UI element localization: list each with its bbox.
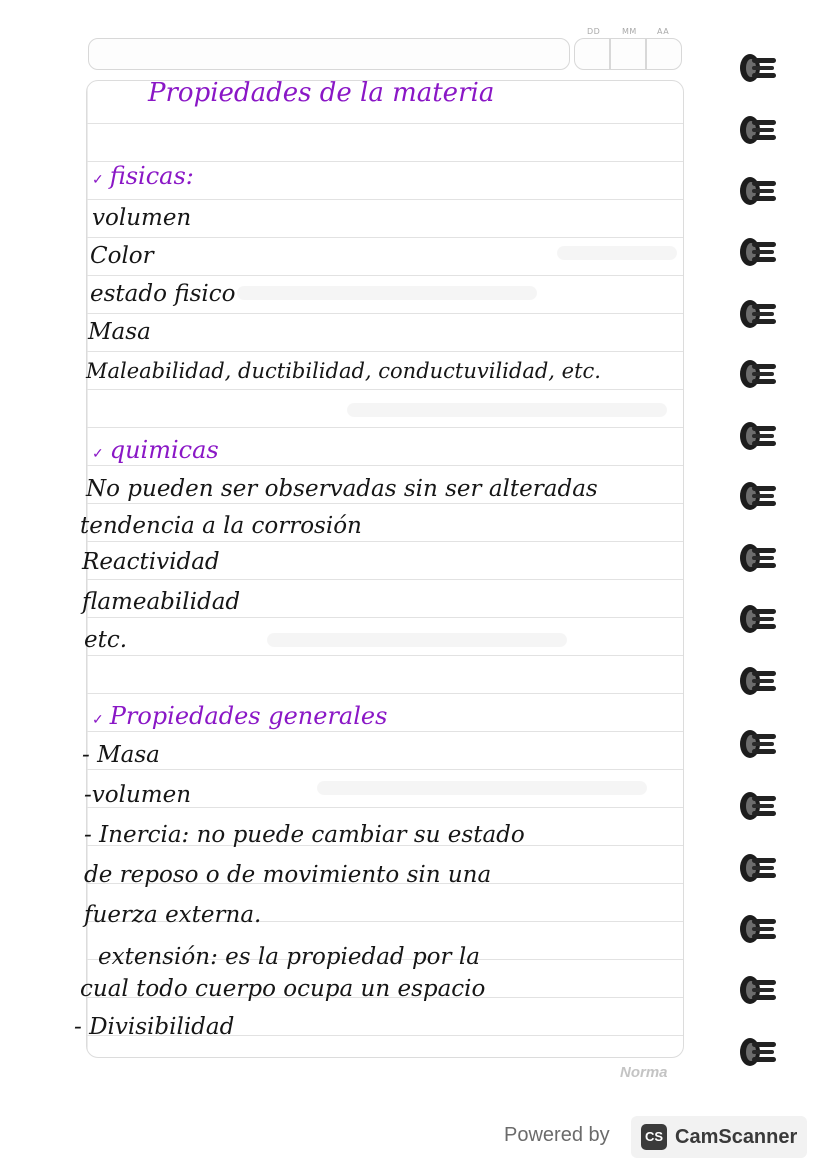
spiral-ring-icon <box>738 728 778 760</box>
spiral-ring-icon <box>738 790 778 822</box>
list-item: flameabilidad <box>82 589 241 615</box>
bleed-through-stroke <box>267 633 567 647</box>
list-item: Reactividad <box>82 549 220 575</box>
spiral-ring-icon <box>738 420 778 452</box>
page-title: Propiedades de la materia <box>148 78 495 108</box>
date-label-year: AA <box>657 27 670 36</box>
date-box-month <box>610 38 646 70</box>
rule-line <box>87 693 683 694</box>
rule-line <box>87 541 683 542</box>
bleed-through-stroke <box>317 781 647 795</box>
spiral-ring-icon <box>738 665 778 697</box>
date-label-day: DD <box>587 27 601 36</box>
spiral-ring-icon <box>738 542 778 574</box>
list-item: etc. <box>84 627 128 653</box>
rule-line <box>87 351 683 352</box>
powered-by-text: Powered by <box>504 1124 610 1146</box>
spiral-ring-icon <box>738 603 778 635</box>
spiral-ring-icon <box>738 298 778 330</box>
notebook-brand-logo: Norma <box>620 1064 668 1081</box>
section-heading-chemical <box>92 436 219 464</box>
spiral-ring-icon <box>738 974 778 1006</box>
list-item: -volumen <box>84 782 192 808</box>
camscanner-logo-icon: CS <box>641 1124 667 1150</box>
rule-line <box>87 313 683 314</box>
rule-line <box>87 237 683 238</box>
spiral-ring-icon <box>738 114 778 146</box>
rule-line <box>87 617 683 618</box>
spiral-ring-icon <box>738 1036 778 1068</box>
bleed-through-stroke <box>557 246 677 260</box>
rule-line <box>87 123 683 124</box>
list-item: fuerza externa. <box>84 902 262 928</box>
rule-line <box>87 503 683 504</box>
section-heading-text: fisicas: <box>109 162 194 190</box>
date-label-month: MM <box>622 27 637 36</box>
list-item: Color <box>90 243 154 269</box>
rule-line <box>87 731 683 732</box>
rule-line <box>87 465 683 466</box>
list-item: - Masa <box>82 742 160 768</box>
list-item: - Divisibilidad <box>74 1014 235 1040</box>
list-item: No pueden ser observadas sin ser alteradas <box>86 476 598 502</box>
list-item: Masa <box>88 319 151 345</box>
list-item: estado fisico <box>90 281 236 307</box>
section-heading-text: quimicas <box>109 436 219 464</box>
check-bullet-icon: ✓ <box>92 446 104 462</box>
spiral-ring-icon <box>738 913 778 945</box>
section-heading-general <box>92 702 387 730</box>
list-item: - Inercia: no puede cambiar su estado <box>84 822 525 848</box>
list-item: cual todo cuerpo ocupa un espacio <box>80 976 486 1002</box>
bleed-through-stroke <box>237 286 537 300</box>
check-bullet-icon: ✓ <box>92 172 104 188</box>
date-box-year <box>646 38 682 70</box>
section-heading-text: Propiedades generales <box>109 702 388 730</box>
section-heading-physical <box>92 162 194 190</box>
spiral-ring-icon <box>738 852 778 884</box>
rule-line <box>87 199 683 200</box>
rule-line <box>87 579 683 580</box>
rule-line <box>87 427 683 428</box>
spiral-ring-icon <box>738 358 778 390</box>
list-item: de reposo o de movimiento sin una <box>84 862 492 888</box>
spiral-ring-icon <box>738 236 778 268</box>
header-strip <box>88 38 570 70</box>
list-item: extensión: es la propiedad por la <box>98 944 480 970</box>
list-item: tendencia a la corrosión <box>80 513 362 539</box>
rule-line <box>87 655 683 656</box>
camscanner-brand: CamScanner <box>675 1126 798 1148</box>
bleed-through-stroke <box>347 403 667 417</box>
check-bullet-icon: ✓ <box>92 712 104 728</box>
rule-line <box>87 389 683 390</box>
spiral-ring-icon <box>738 175 778 207</box>
list-item: volumen <box>92 205 192 231</box>
rule-line <box>87 769 683 770</box>
spiral-ring-icon <box>738 52 778 84</box>
rule-line <box>87 275 683 276</box>
list-item: Maleabilidad, ductibilidad, conductuvilidad, etc. <box>86 359 601 383</box>
spiral-ring-icon <box>738 480 778 512</box>
date-box-day <box>574 38 610 70</box>
